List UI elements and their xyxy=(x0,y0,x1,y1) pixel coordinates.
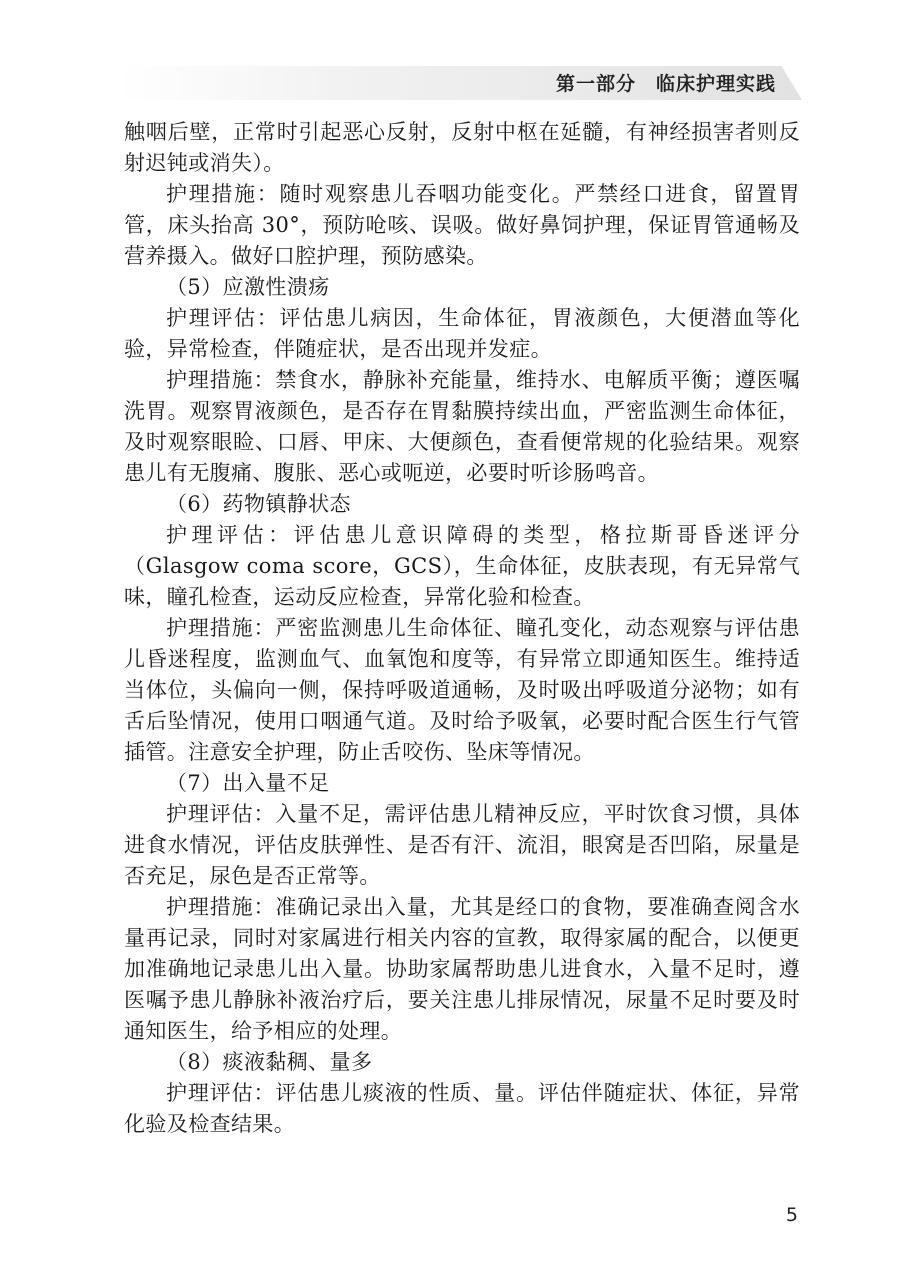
paragraph: 触咽后壁，正常时引起恶心反射，反射中枢在延髓，有神经损害者则反射迟钝或消失）。 xyxy=(124,120,800,175)
paragraph: 护理评估：评估患儿病因，生命体征，胃液颜色，大便潜血等化验，异常检查，伴随症状，是否出现并发症。 xyxy=(124,306,800,361)
paragraph: 护理评估：入量不足，需评估患儿精神反应，平时饮食习惯，具体进食水情况，评估皮肤弹性、是否有汗、流泪，眼窝是否凹陷，尿量是否充足，尿色是否正常等。 xyxy=(124,802,800,888)
paragraph: 护理措施：准确记录出入量，尤其是经口的食物，要准确查阅含水量再记录，同时对家属进行相关内容的宣教，取得家属的配合，以便更加准确地记录患儿出入量。协助家属帮助患儿进食水，入量不足时，遵医嘱予患儿静脉补液治疗后，要关注患儿排尿情况，尿量不足时要及时通知医生，给予相应的处理。 xyxy=(124,895,800,1043)
subsection-heading: （6）药物镇静状态 xyxy=(166,492,351,516)
paragraph: 护理措施：禁食水，静脉补充能量，维持水、电解质平衡；遵医嘱洗胃。观察胃液颜色，是否存在胃黏膜持续出血，严密监测生命体征，及时观察眼睑、口唇、甲床、大便颜色，查看便常规的化验结果。观察患儿有无腹痛、腹胀、恶心或呃逆，必要时听诊肠鸣音。 xyxy=(124,368,800,485)
paragraph: 护理措施：严密监测患儿生命体征、瞳孔变化，动态观察与评估患儿昏迷程度，监测血气、血氧饱和度等，有异常立即通知医生。维持适当体位，头偏向一侧，保持呼吸道通畅，及时吸出呼吸道分泌物；如有舌后坠情况，使用口咽通气道。及时给予吸氧，必要时配合医生行气管插管。注意安全护理，防止舌咬伤、坠床等情况。 xyxy=(124,616,800,764)
subsection-heading: （7）出入量不足 xyxy=(166,771,330,795)
subsection-heading: （8）痰液黏稠、量多 xyxy=(166,1050,373,1074)
page-body xyxy=(124,117,800,1140)
paragraph: 护理措施：随时观察患儿吞咽功能变化。严禁经口进食，留置胃管，床头抬高 30°，预防呛咳、误吸。做好鼻饲护理，保证胃管通畅及营养摄入。做好口腔护理，预防感染。 xyxy=(124,182,800,268)
paragraph: 护理评估：评估患儿意识障碍的类型，格拉斯哥昏迷评分（Glasgow coma score，GCS），生命体征，皮肤表现，有无异常气味，瞳孔检查，运动反应检查，异常化验和检查。 xyxy=(124,523,800,609)
subsection-heading: （5）应激性溃疡 xyxy=(166,275,330,299)
section-header-title: 第一部分 临床护理实践 xyxy=(555,73,776,95)
page-number: 5 xyxy=(785,1204,798,1226)
paragraph: 护理评估：评估患儿痰液的性质、量。评估伴随症状、体征，异常化验及检查结果。 xyxy=(124,1081,800,1136)
